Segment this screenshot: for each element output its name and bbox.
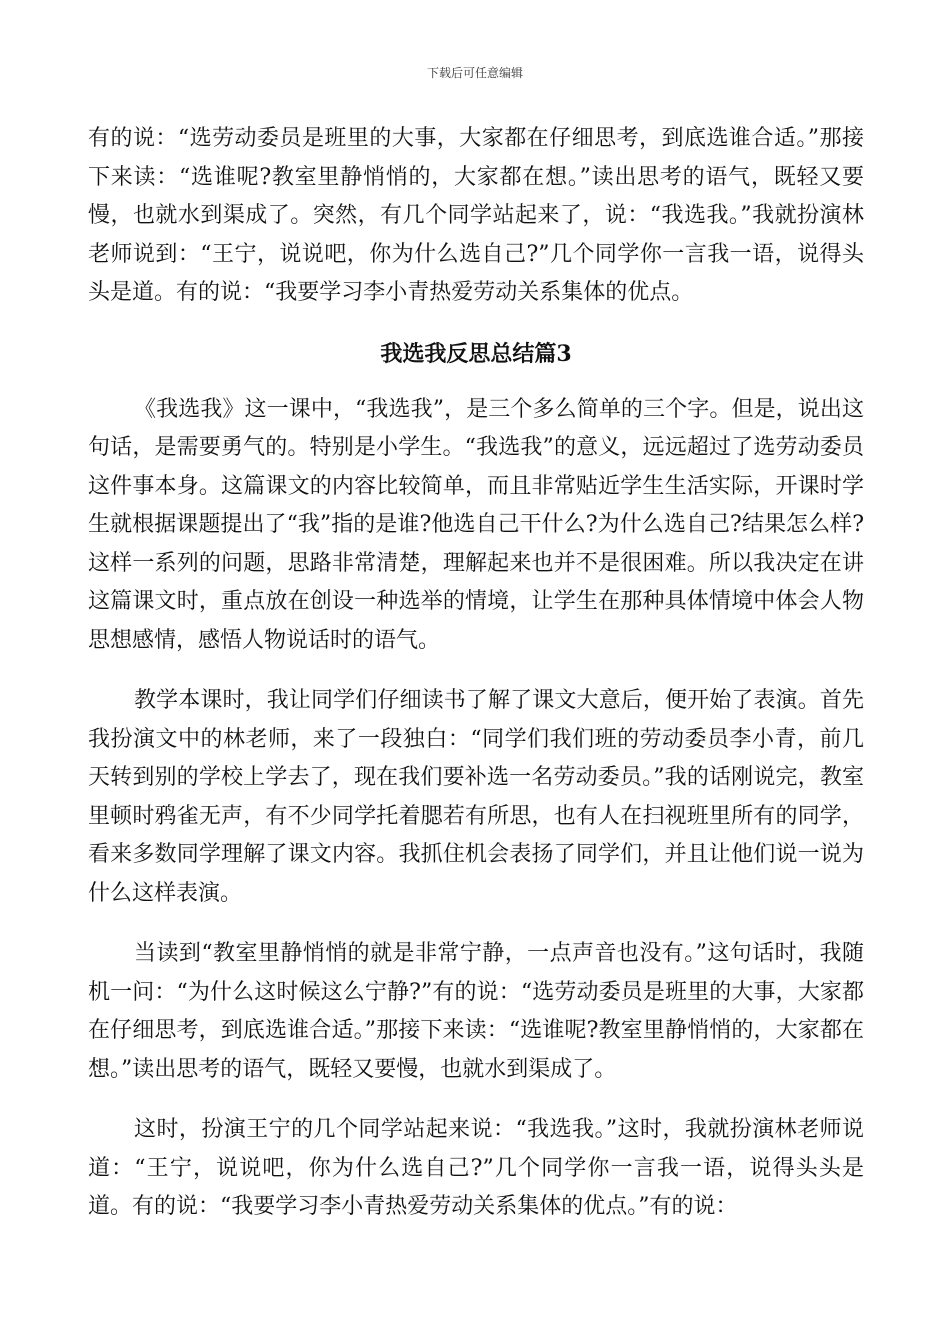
document-body — [88, 120, 864, 1227]
paragraph-4: 这时，扮演王宁的几个同学站起来说：“我选我。”这时，我就扮演林老师说道：“王宁，说说吧，你为什么选自己?”几个同学你一言我一语，说得头头是道。有的说：“我要学习李小青热爱劳动关系集体的优点。”有的说： — [88, 1117, 864, 1219]
paragraph-1: 《我选我》这一课中，“我选我”，是三个多么简单的三个字。但是，说出这句话，是需要勇气的。特别是小学生。“我选我”的意义，远远超过了选劳动委员这件事本身。这篇课文的内容比较简单，而且非常贴近学生生活实际，开课时学生就根据课题提出了“我”指的是谁?他选自己干什么?为什么选自己?结果怎么样?这样一系列的问题，思路非常清楚，理解起来也并不是很困难。所以我决定在讲这篇课文时，重点放在创设一种选举的情境，让学生在那种具体情境中体会人物思想感情，感悟人物说话时的语气。 — [88, 396, 864, 653]
paragraph-3: 当读到“教室里静悄悄的就是非常宁静，一点声音也没有。”这句话时，我随机一问：“为什么这时候这么宁静?”有的说：“选劳动委员是班里的大事，大家都在仔细思考，到底选谁合适。”那接下来读：“选谁呢?教室里静悄悄的，大家都在想。”读出思考的语气，既轻又要慢，也就水到渠成了。 — [88, 941, 864, 1082]
paragraph-2: 教学本课时，我让同学们仔细读书了解了课文大意后，便开始了表演。首先我扮演文中的林老师，来了一段独白：“同学们我们班的劳动委员李小青，前几天转到别的学校上学去了，现在我们要补选一名劳动委员。”我的话刚说完，教室里顿时鸦雀无声，有不少同学托着腮若有所思，也有人在扫视班里所有的同学，看来多数同学理解了课文内容。我抓住机会表扬了同学们，并且让他们说一说为什么这样表演。 — [88, 688, 864, 906]
paragraph-continued: 有的说：“选劳动委员是班里的大事，大家都在仔细思考，到底选谁合适。”那接下来读：“选谁呢?教室里静悄悄的，大家都在想。”读出思考的语气，既轻又要慢，也就水到渠成了。突然，有几个同学站起来了，说：“我选我。”我就扮演林老师说到：“王宁，说说吧，你为什么选自己?”几个同学你一言我一语，说得头头是道。有的说：“我要学习李小青热爱劳动关系集体的优点。 — [88, 126, 864, 305]
page-header-note: 下载后可任意编辑 — [426, 66, 523, 80]
section-title: 我选我反思总结篇3 — [380, 340, 572, 367]
